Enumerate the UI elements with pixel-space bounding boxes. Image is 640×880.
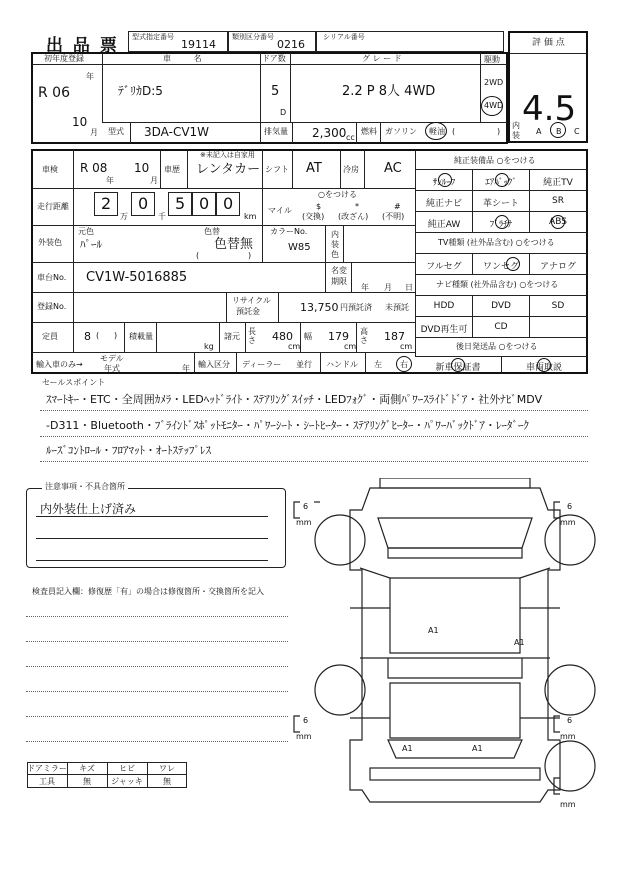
notes-line-1: 内外装仕上げ済み bbox=[40, 502, 137, 516]
aircon-value: AC bbox=[384, 161, 402, 176]
page-title: 出 品 票 bbox=[46, 36, 119, 56]
score-value: 4.5 bbox=[522, 89, 577, 129]
sales-label: セールスポイント bbox=[42, 378, 106, 387]
tire-fl: 6 bbox=[303, 502, 309, 511]
doors-value: 5 bbox=[271, 84, 280, 99]
inspector-label: 検査員記入欄：修復歴「有」の場合は修復箇所・交換箇所を記入 bbox=[32, 587, 264, 596]
tv-circle bbox=[506, 257, 520, 271]
sales-line-3: ﾙｰｽﾞｺﾝﾄﾛｰﾙ・ﾌﾛｱﾏｯﾄ・ｵｰﾄｽﾃｯﾌﾟﾚｽ bbox=[46, 444, 211, 457]
option-circle-2 bbox=[495, 173, 509, 187]
chassis-number: CV1W-5016885 bbox=[86, 270, 188, 285]
tire-rr: 6 bbox=[567, 716, 573, 725]
width-value: 179 bbox=[328, 330, 349, 343]
mileage-digit-5: 0 bbox=[223, 194, 234, 213]
sales-line-1: ｽﾏｰﾄｷｰ・ETC・全周囲ｶﾒﾗ・LEDﾍｯﾄﾞﾗｲﾄ・ｽﾃｱﾘﾝｸﾞｽｲｯﾁ・LEDﾌｫｸﾞ・両側ﾊﾟﾜｰｽﾗｲﾄﾞﾄﾞｱ・社外ﾅﾋﾞMDV bbox=[46, 393, 543, 406]
later-circle-2 bbox=[537, 358, 551, 372]
recycle-value: 13,750 bbox=[300, 301, 339, 314]
notes-label: 注意事項・不具合箇所 bbox=[42, 482, 128, 492]
option-circle-3 bbox=[495, 215, 509, 229]
class-box: 類別区分番号 0216 bbox=[228, 31, 316, 52]
interior-b-circle bbox=[550, 122, 566, 138]
inspection-month: 10 bbox=[134, 161, 150, 175]
option-circle-4 bbox=[551, 215, 565, 229]
sales-line-2: -D311・Bluetooth・ﾌﾞﾗｲﾝﾄﾞｽﾎﾟｯﾄﾓﾆﾀｰ・ﾊﾟﾜｰｼｰﾄ・ｼｰﾄﾋｰﾀｰ・ｽﾃｱﾘﾝｸﾞﾋｰﾀｰ・ﾊﾟﾜｰﾊﾞｯｸﾄﾞｱ・ﾚｰﾀﾞｰｸ bbox=[46, 419, 529, 432]
color-change: 色替無 bbox=[214, 237, 254, 252]
drive-selected-circle bbox=[481, 96, 503, 116]
displacement-value: 2,300 bbox=[312, 126, 347, 140]
damage-mark-3: A1 bbox=[402, 744, 413, 753]
class-value: 0216 bbox=[277, 38, 305, 51]
damage-mark-1: A1 bbox=[428, 626, 439, 635]
serial-box: シリアル番号 bbox=[316, 31, 504, 52]
inspection-year: R 08 bbox=[80, 161, 108, 175]
history-value: レンタカー bbox=[196, 162, 261, 177]
option-circle-1 bbox=[438, 173, 452, 187]
damage-mark-4: A1 bbox=[472, 744, 483, 753]
fuel-circle bbox=[425, 122, 447, 140]
tire-fr: 6 bbox=[567, 502, 573, 511]
score-label: 評 価 点 bbox=[532, 38, 565, 48]
mileage-digit-2: 0 bbox=[138, 194, 149, 213]
length-value: 480 bbox=[272, 330, 293, 343]
handle-right-circle bbox=[396, 356, 412, 372]
tire-rl: 6 bbox=[303, 716, 309, 725]
mileage-digit-3: 5 bbox=[175, 194, 186, 213]
original-color: ﾊﾟｰﾙ bbox=[80, 238, 102, 251]
grade-value: 2.2 P 8人 4WD bbox=[342, 84, 436, 99]
color-code: W85 bbox=[288, 242, 311, 253]
car-damage-diagram bbox=[290, 478, 620, 818]
shift-value: AT bbox=[306, 161, 322, 176]
damage-mark-2: A1 bbox=[514, 638, 525, 647]
later-circle-1 bbox=[451, 358, 465, 372]
model-approval-value: 19114 bbox=[181, 38, 216, 51]
car-name: ﾃﾞﾘｶD:5 bbox=[118, 84, 163, 98]
mileage-digit-4: 0 bbox=[199, 194, 210, 213]
model-approval-box: 型式指定番号 19114 bbox=[128, 31, 228, 52]
mileage-digit-1: 2 bbox=[101, 194, 112, 213]
height-value: 187 bbox=[384, 330, 405, 343]
first-reg-year: R 06 bbox=[38, 85, 70, 101]
model-value: 3DA-CV1W bbox=[144, 125, 210, 139]
first-reg-month: 10 bbox=[72, 115, 88, 129]
capacity-value: 8 bbox=[84, 330, 91, 343]
